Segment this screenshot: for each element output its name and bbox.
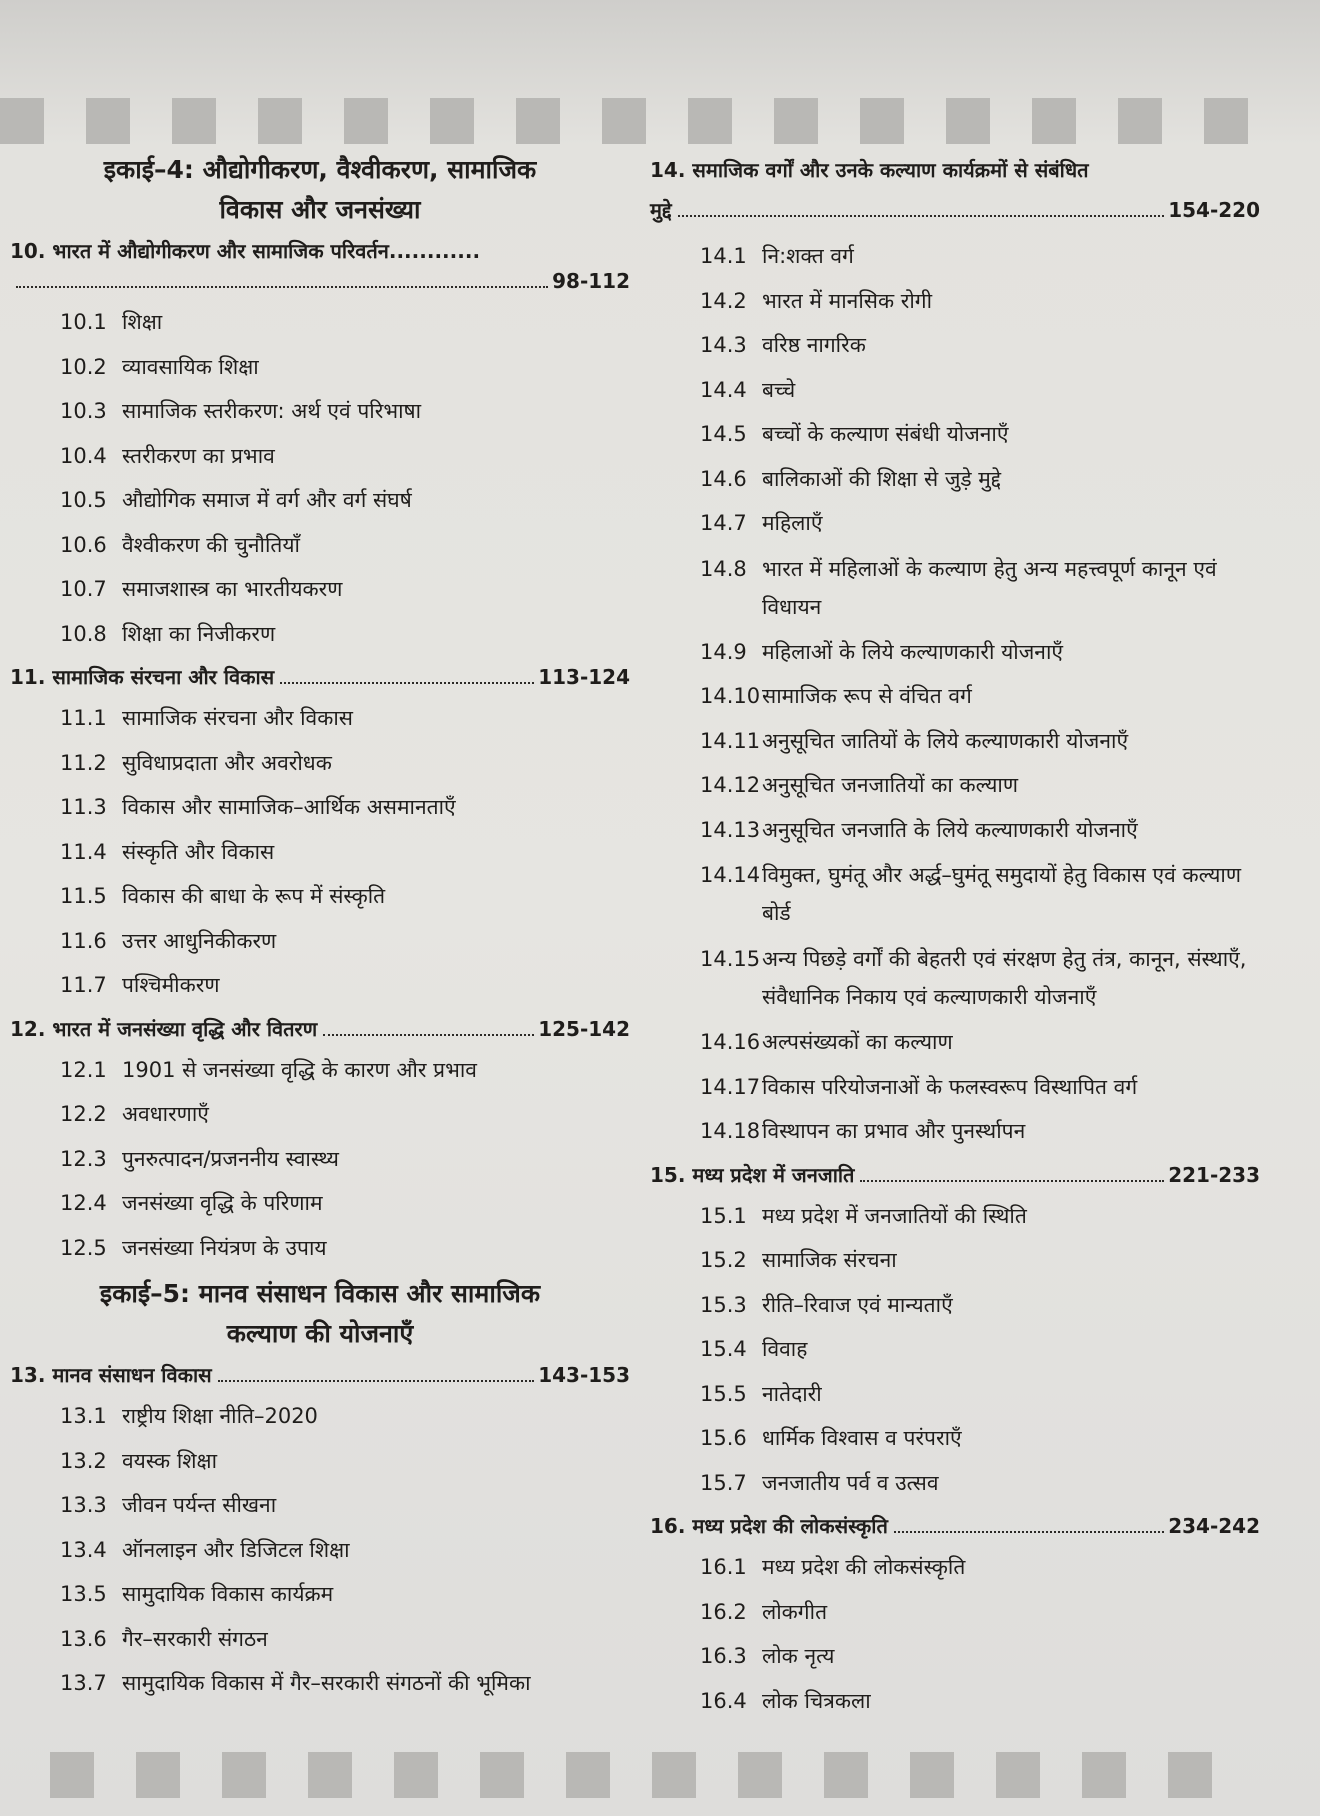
list-item: 14.6 बालिकाओं की शिक्षा से जुड़े मुद्दे bbox=[700, 466, 1002, 491]
list-item: 16.1 मध्य प्रदेश की लोकसंस्कृति bbox=[700, 1555, 966, 1579]
page-range: 143-153 bbox=[538, 1363, 630, 1387]
chapter-13-list bbox=[10, 1394, 630, 1706]
chapter-14-heading: 14. समाजिक वर्गों और उनके कल्याण कार्यक्रमों से संबंधित मुद्दे 154-220 bbox=[650, 150, 1260, 230]
list-item: 11.6 उत्तर आधुनिकीकरण bbox=[60, 928, 277, 953]
list-item: 15.5 नातेदारी bbox=[700, 1381, 822, 1406]
list-item: 14.15 अन्य पिछड़े वर्गों की बेहतरी एवं संरक्षण हेतु तंत्र, कानून, संस्थाएँ, संवैधानिक निकाय एवं कल्याणकारी योजनाएँ bbox=[700, 947, 1247, 1009]
chapter-16-heading: 16. मध्य प्रदेश की लोकसंस्कृति 234-242 bbox=[650, 1511, 1260, 1541]
list-item: 11.5 विकास की बाधा के रूप में संस्कृति bbox=[60, 884, 386, 908]
chapter-10-list bbox=[10, 300, 630, 656]
list-item: 13.2 वयस्क शिक्षा bbox=[60, 1448, 218, 1473]
chapter-13-heading: 13. मानव संसाधन विकास 143-153 bbox=[10, 1360, 630, 1390]
list-item: 16.3 लोक नृत्य bbox=[700, 1644, 835, 1668]
list-item: 12.2 अवधारणाएँ bbox=[60, 1102, 209, 1126]
list-item: 13.5 सामुदायिक विकास कार्यक्रम bbox=[60, 1582, 334, 1606]
list-item: 14.14 विमुक्त, घुमंतू और अर्द्ध–घुमंतू समुदायों हेतु विकास एवं कल्याण बोर्ड bbox=[700, 863, 1242, 925]
page-range: 113-124 bbox=[538, 665, 630, 689]
list-item: 14.1 नि:शक्त वर्ग bbox=[700, 244, 854, 268]
bottom-decorative-band bbox=[0, 1752, 1320, 1798]
list-item: 10.8 शिक्षा का निजीकरण bbox=[60, 621, 276, 646]
list-item: 14.3 वरिष्ठ नागरिक bbox=[700, 333, 866, 357]
list-item: 10.4 स्तरीकरण का प्रभाव bbox=[60, 443, 275, 468]
top-decorative-band bbox=[0, 98, 1320, 144]
list-item: 13.4 ऑनलाइन और डिजिटल शिक्षा bbox=[60, 1537, 350, 1562]
list-item: 15.7 जनजातीय पर्व व उत्सव bbox=[700, 1470, 939, 1495]
page-range: 98-112 bbox=[552, 269, 630, 293]
list-item: 12.3 पुनरुत्पादन/प्रजननीय स्वास्थ्य bbox=[60, 1146, 339, 1171]
list-item: 13.3 जीवन पर्यन्त सीखना bbox=[60, 1493, 277, 1517]
list-item: 10.1 शिक्षा bbox=[60, 310, 163, 334]
list-item: 15.6 धार्मिक विश्वास व परंपराएँ bbox=[700, 1426, 962, 1450]
right-column bbox=[650, 150, 1260, 1723]
list-item: 14.8 भारत में महिलाओं के कल्याण हेतु अन्य महत्त्वपूर्ण कानून एवं विधायन bbox=[700, 556, 1217, 619]
list-item: 15.2 सामाजिक संरचना bbox=[700, 1248, 897, 1272]
chapter-16-list bbox=[650, 1545, 1260, 1723]
list-item: 14.16 अल्पसंख्यकों का कल्याण bbox=[700, 1030, 953, 1054]
list-item: 15.1 मध्य प्रदेश में जनजातियों की स्थिति bbox=[700, 1203, 1027, 1228]
list-item: 14.9 महिलाओं के लिये कल्याणकारी योजनाएँ bbox=[700, 639, 1064, 664]
list-item: 14.10 सामाजिक रूप से वंचित वर्ग bbox=[700, 684, 972, 708]
page-range: 221-233 bbox=[1168, 1162, 1260, 1187]
chapter-10-heading: 10. भारत में औद्योगीकरण और सामाजिक परिवर्तन............ 98-112 bbox=[10, 236, 630, 296]
chapter-15-list bbox=[650, 1194, 1260, 1506]
list-item: 14.12 अनुसूचित जनजातियों का कल्याण bbox=[700, 773, 1019, 797]
list-item: 11.2 सुविधाप्रदाता और अवरोधक bbox=[60, 750, 332, 775]
chapter-14-list bbox=[650, 234, 1260, 1154]
list-item: 11.3 विकास और सामाजिक–आर्थिक असमानताएँ bbox=[60, 795, 456, 819]
list-item: 14.7 महिलाएँ bbox=[700, 511, 823, 535]
list-item: 12.1 1901 से जनसंख्या वृद्धि के कारण और प्रभाव bbox=[60, 1057, 477, 1082]
list-item: 15.3 रीति–रिवाज एवं मान्यताएँ bbox=[700, 1292, 953, 1317]
page-range: 154-220 bbox=[1168, 198, 1260, 222]
list-item: 10.2 व्यावसायिक शिक्षा bbox=[60, 354, 259, 379]
page-range: 125-142 bbox=[538, 1016, 630, 1041]
chapter-12-heading: 12. भारत में जनसंख्या वृद्धि और वितरण 125-142 bbox=[10, 1014, 630, 1044]
list-item: 14.11 अनुसूचित जातियों के लिये कल्याणकारी योजनाएँ bbox=[700, 728, 1129, 753]
list-item: 10.6 वैश्वीकरण की चुनौतियाँ bbox=[60, 532, 300, 557]
left-column bbox=[10, 150, 630, 1706]
page-range: 234-242 bbox=[1168, 1514, 1260, 1538]
chapter-11-list bbox=[10, 696, 630, 1008]
chapter-11-heading: 11. सामाजिक संरचना और विकास 113-124 bbox=[10, 662, 630, 692]
list-item: 11.1 सामाजिक संरचना और विकास bbox=[60, 706, 353, 730]
list-item: 16.2 लोकगीत bbox=[700, 1599, 828, 1624]
list-item: 13.6 गैर–सरकारी संगठन bbox=[60, 1626, 268, 1651]
unit-5-heading: इकाई–5: मानव संसाधन विकास और सामाजिक कल्याण की योजनाएँ bbox=[99, 1279, 541, 1348]
list-item: 15.4 विवाह bbox=[700, 1337, 808, 1361]
list-item: 14.5 बच्चों के कल्याण संबंधी योजनाएँ bbox=[700, 422, 1009, 446]
list-item: 10.3 सामाजिक स्तरीकरण: अर्थ एवं परिभाषा bbox=[60, 399, 422, 423]
chapter-15-heading: 15. मध्य प्रदेश में जनजाति 221-233 bbox=[650, 1160, 1260, 1190]
list-item: 14.18 विस्थापन का प्रभाव और पुनर्स्थापन bbox=[700, 1119, 1026, 1143]
list-item: 10.5 औद्योगिक समाज में वर्ग और वर्ग संघर्ष bbox=[60, 488, 412, 512]
list-item: 14.13 अनुसूचित जनजाति के लिये कल्याणकारी योजनाएँ bbox=[700, 817, 1138, 842]
list-item: 16.4 लोक चित्रकला bbox=[700, 1688, 871, 1713]
list-item: 14.17 विकास परियोजनाओं के फलस्वरूप विस्थापित वर्ग bbox=[700, 1074, 1138, 1099]
list-item: 13.1 राष्ट्रीय शिक्षा नीति–2020 bbox=[60, 1404, 318, 1428]
list-item: 12.5 जनसंख्या नियंत्रण के उपाय bbox=[60, 1235, 327, 1260]
list-item: 14.4 बच्चे bbox=[700, 377, 796, 402]
list-item: 13.7 सामुदायिक विकास में गैर–सरकारी संगठनों की भूमिका bbox=[60, 1671, 531, 1695]
list-item: 14.2 भारत में मानसिक रोगी bbox=[700, 288, 933, 313]
chapter-12-list bbox=[10, 1048, 630, 1271]
list-item: 11.7 पश्चिमीकरण bbox=[60, 973, 220, 997]
list-item: 10.7 समाजशास्त्र का भारतीयकरण bbox=[60, 577, 343, 601]
unit-4-heading: इकाई–4: औद्योगीकरण, वैश्वीकरण, सामाजिक विकास और जनसंख्या bbox=[103, 155, 537, 224]
list-item: 11.4 संस्कृति और विकास bbox=[60, 839, 275, 864]
list-item: 12.4 जनसंख्या वृद्धि के परिणाम bbox=[60, 1191, 323, 1215]
